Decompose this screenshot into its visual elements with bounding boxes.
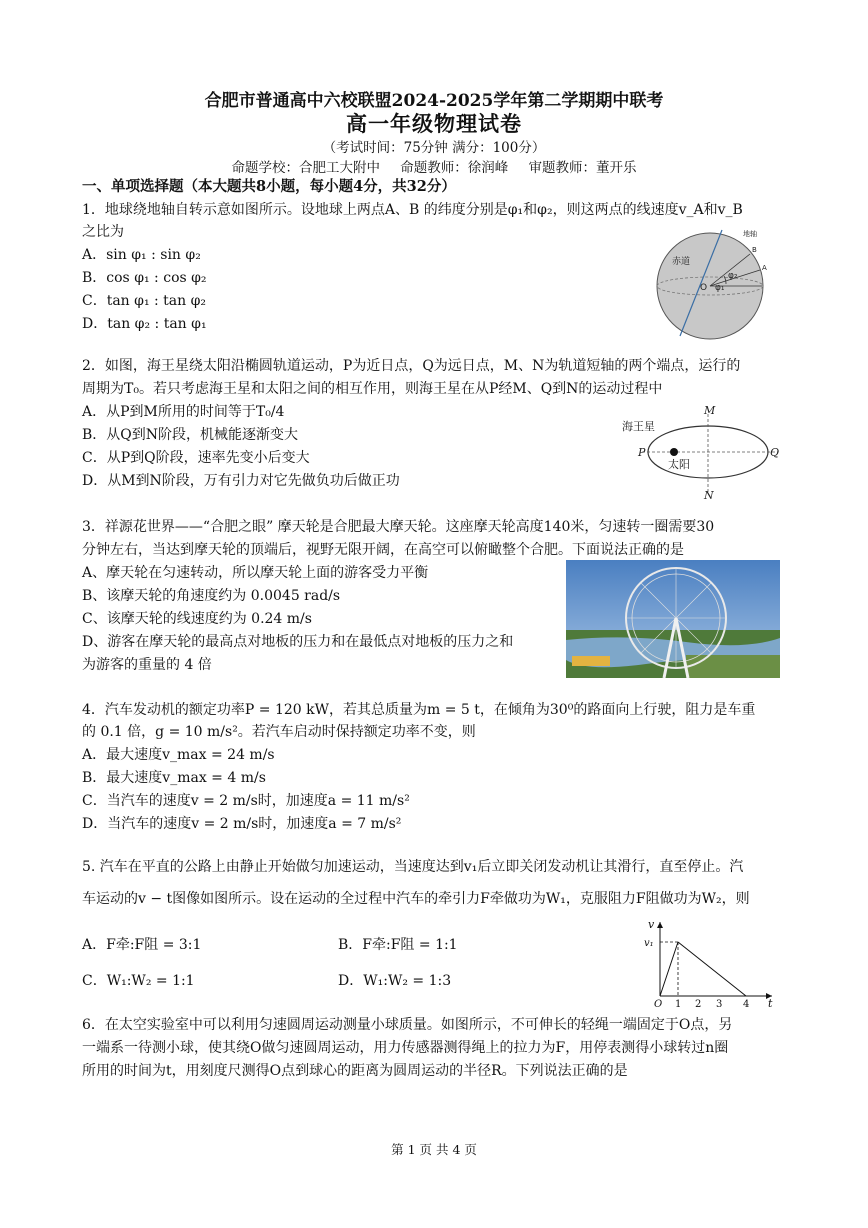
q1-option-c: C．tan φ₁ : tan φ₂ bbox=[82, 293, 207, 309]
q2-stem-cont: 周期为T₀。若只考虑海王星和太阳之间的相互作用，则海王星在从P经M、Q到N的运动过程中 bbox=[82, 381, 663, 397]
phi1-label: φ₁ bbox=[715, 283, 725, 293]
q4-stem: 4．汽车发动机的额定功率P = 120 kW，若其总质量为m = 5 t，在倾角为30⁰的路面向上行驶，阻力是车重 bbox=[82, 702, 756, 718]
tick-3: 3 bbox=[716, 999, 723, 1008]
q5-stem: 5. 汽车在平直的公路上由静止开始做匀加速运动，当速度达到v₁后立即关闭发动机让其滑行，直至停止。汽 bbox=[82, 859, 744, 875]
q4-stem-cont: 的 0.1 倍，g = 10 m/s²。若汽车启动时保持额定功率不变，则 bbox=[82, 724, 476, 740]
origin-label: O bbox=[654, 999, 663, 1008]
planet-label: 海王星 bbox=[622, 420, 655, 433]
q1-option-a: A．sin φ₁ : sin φ₂ bbox=[82, 247, 201, 263]
q6-stem-cont: 一端系一待测小球，使其绕O做匀速圆周运动，用力传感器测得绳上的拉力为F，用停表测得小球转过n圈 bbox=[82, 1040, 729, 1056]
point-m-label: M bbox=[704, 404, 716, 417]
exam-title: 合肥市普通高中六校联盟2024-2025学年第二学期期中联考 bbox=[204, 91, 664, 111]
paper-subtitle: 高一年级物理试卷 bbox=[346, 111, 522, 136]
q3-option-b: B、该摩天轮的角速度约为 0.0045 rad/s bbox=[82, 588, 341, 604]
q4-option-b: B．最大速度v_max = 4 m/s bbox=[82, 770, 266, 786]
reviewer-label: 审题教师：董开乐 bbox=[528, 160, 637, 176]
q2-option-a: A．从P到M所用的时间等于T₀/4 bbox=[82, 404, 285, 420]
school-label: 命题学校：合肥工大附中 bbox=[231, 160, 380, 176]
q5-option-c: C．W₁:W₂ = 1:1 bbox=[82, 973, 195, 989]
q5-option-d: D．W₁:W₂ = 1:3 bbox=[338, 973, 452, 989]
q2-option-c: C．从P到Q阶段，速率先变小后变大 bbox=[82, 450, 310, 466]
velocity-time-graph bbox=[640, 916, 780, 1008]
ferris-wheel-photo bbox=[566, 560, 780, 678]
q2-option-d: D．从M到N阶段，万有引力对它先做负功后做正功 bbox=[82, 473, 400, 489]
q4-option-d: D．当汽车的速度v = 2 m/s时，加速度a = 7 m/s² bbox=[82, 816, 402, 832]
q3-stem-cont: 分钟左右，当达到摩天轮的顶端后，视野无限开阔，在高空可以俯瞰整个合肥。下面说法正确的是 bbox=[82, 542, 684, 558]
earth-rotation-figure bbox=[640, 228, 790, 340]
equator-label: 赤道 bbox=[672, 257, 691, 267]
q3-stem: 3．祥源花世界——“合肥之眼” 摩天轮是合肥最大摩天轮。这座摩天轮高度140米，匀速转一圈需要30 bbox=[82, 519, 715, 535]
q1-option-d: D．tan φ₂ : tan φ₁ bbox=[82, 316, 207, 332]
q6-stem: 6．在太空实验室中可以利用匀速圆周运动测量小球质量。如图所示，不可伸长的轻绳一端固定于O点，另 bbox=[82, 1017, 733, 1033]
q3-option-a: A、摩天轮在匀速转动，所以摩天轮上面的游客受力平衡 bbox=[82, 565, 429, 581]
q4-option-a: A．最大速度v_max = 24 m/s bbox=[82, 747, 275, 763]
q4-option-c: C．当汽车的速度v = 2 m/s时，加速度a = 11 m/s² bbox=[82, 793, 410, 809]
q3-option-d: D、游客在摩天轮的最高点对地板的压力和在最低点对地板的压力之和 bbox=[82, 634, 514, 650]
tick-2: 2 bbox=[695, 999, 702, 1008]
q3-option-c: C、该摩天轮的线速度约为 0.24 m/s bbox=[82, 611, 312, 627]
section-heading: 一、单项选择题（本大题共8小题，每小题4分，共32分） bbox=[82, 178, 456, 195]
point-b-label: B bbox=[752, 246, 757, 254]
v1-label: v₁ bbox=[644, 938, 654, 949]
t-axis-label: t bbox=[768, 997, 773, 1008]
q1-stem-cont: 之比为 bbox=[82, 224, 124, 240]
q1-option-b: B．cos φ₁ : cos φ₂ bbox=[82, 270, 207, 286]
q2-option-b: B．从Q到N阶段，机械能逐渐变大 bbox=[82, 427, 299, 443]
q5-stem-cont: 车运动的v − t图像如图所示。设在运动的全过程中汽车的牵引力F牵做功为W₁，克服阻力F阻做功为W₂，则 bbox=[82, 891, 750, 907]
page-footer: 第 1 页 共 4 页 bbox=[391, 1142, 477, 1157]
q5-option-a: A．F牵:F阻 = 3:1 bbox=[82, 937, 202, 953]
author-info bbox=[0, 156, 868, 176]
center-o-label: O bbox=[700, 283, 708, 293]
point-n-label: N bbox=[704, 489, 714, 500]
point-q-label: Q bbox=[770, 446, 780, 459]
v-axis-label: v bbox=[648, 918, 655, 931]
phi2-label: φ₂ bbox=[728, 271, 738, 281]
q1-stem: 1．地球绕地轴自转示意如图所示。设地球上两点A、B 的纬度分别是φ₁和φ₂，则这两点的线速度v_A和v_B bbox=[82, 202, 743, 218]
axis-label: 地轴 bbox=[743, 230, 757, 238]
sun-label: 太阳 bbox=[668, 458, 690, 471]
q6-stem-cont2: 所用的时间为t，用刻度尺测得O点到球心的距离为圆周运动的半径R。下列说法正确的是 bbox=[82, 1063, 628, 1079]
teacher-label: 命题教师：徐润峰 bbox=[400, 160, 509, 176]
q2-stem: 2．如图，海王星绕太阳沿椭圆轨道运动，P为近日点，Q为远日点，M、N为轨道短轴的两个端点，运行的 bbox=[82, 358, 741, 374]
point-p-label: P bbox=[638, 446, 646, 459]
q5-option-b: B．F牵:F阻 = 1:1 bbox=[338, 937, 458, 953]
q3-option-d-cont: 为游客的重量的 4 倍 bbox=[82, 657, 212, 673]
tick-4: 4 bbox=[743, 999, 750, 1008]
point-a-label: A bbox=[762, 264, 767, 272]
tick-1: 1 bbox=[675, 999, 682, 1008]
orbit-figure bbox=[618, 404, 788, 500]
exam-info: （考试时间：75分钟 满分：100分） bbox=[322, 140, 546, 156]
